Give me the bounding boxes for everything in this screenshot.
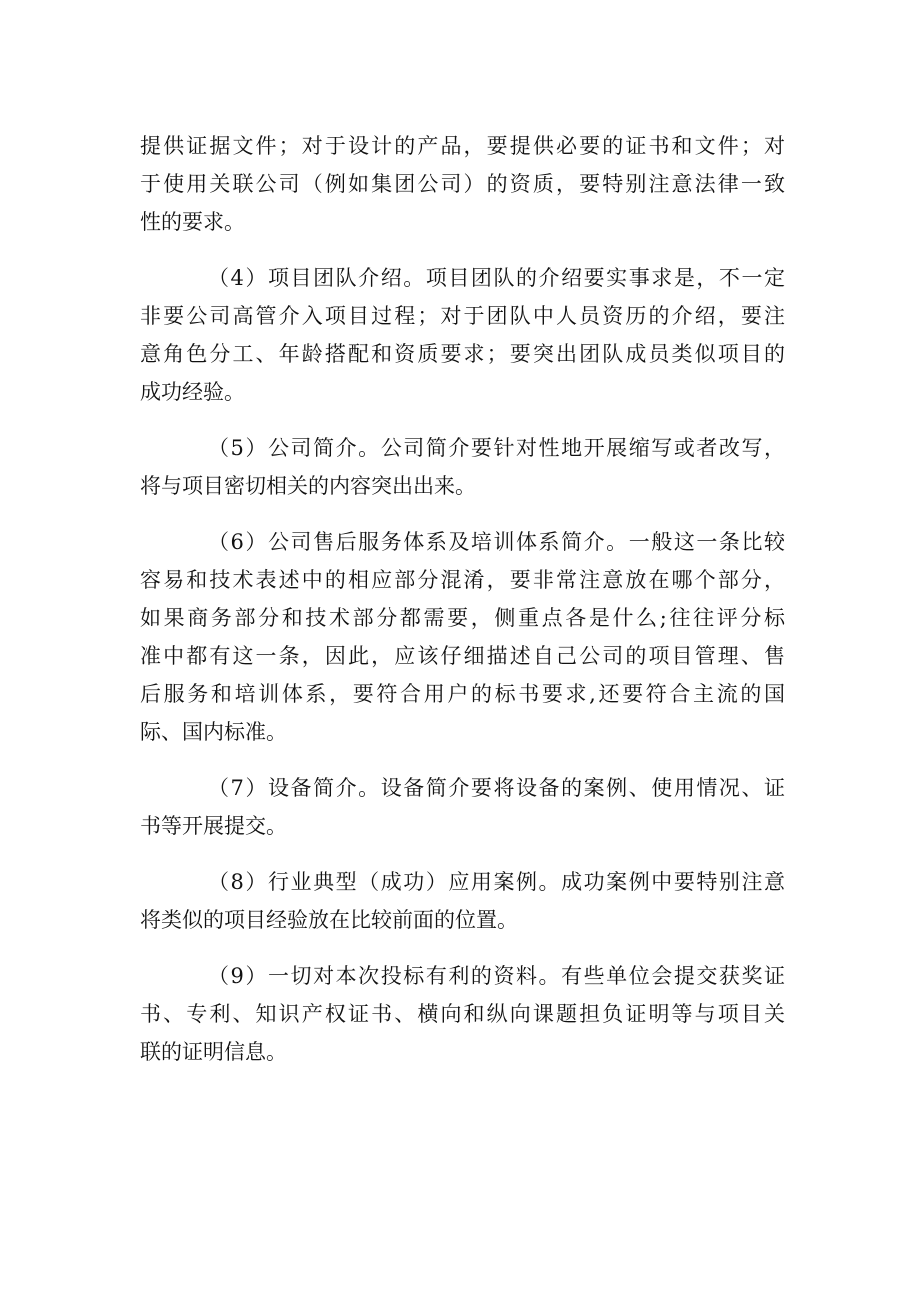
paragraph-qualification-continued bbox=[140, 127, 785, 241]
paragraph-after-sales-service bbox=[140, 523, 785, 751]
text-line: 提供证据文件；对于设计的产品，要提供必要的证书和文件；对 bbox=[140, 134, 785, 158]
paragraph-company-intro bbox=[140, 429, 785, 505]
paragraph-favorable-materials bbox=[140, 957, 785, 1071]
text-line: 联的证明信息。 bbox=[140, 1040, 287, 1064]
text-line: 际、国内标准。 bbox=[140, 720, 287, 744]
text-line: 意角色分工、年龄搭配和资质要求；要突出团队成员类似项目的 bbox=[140, 342, 785, 366]
text-line: （5）公司简介。公司简介要针对性地开展缩写或者改写， bbox=[208, 436, 785, 460]
text-line: 如果商务部分和技术部分都需要，侧重点各是什么;往往评分标 bbox=[140, 606, 785, 630]
text-line: 性的要求。 bbox=[140, 210, 245, 234]
text-line: （6）公司售后服务体系及培训体系简介。一般这一条比较 bbox=[208, 530, 785, 554]
text-line: （9）一切对本次投标有利的资料。有些单位会提交获奖证 bbox=[208, 964, 785, 988]
text-line: 将与项目密切相关的内容突出出来。 bbox=[140, 474, 476, 498]
text-line: 容易和技术表述中的相应部分混淆，要非常注意放在哪个部分， bbox=[140, 568, 785, 592]
document-page bbox=[140, 127, 785, 1089]
text-line: 书、专利、知识产权证书、横向和纵向课题担负证明等与项目关 bbox=[140, 1002, 785, 1026]
text-line: 于使用关联公司（例如集团公司）的资质，要特别注意法律一致 bbox=[140, 172, 785, 196]
text-line: 非要公司高管介入项目过程；对于团队中人员资历的介绍，要注 bbox=[140, 304, 785, 328]
text-line: （4）项目团队介绍。项目团队的介绍要实事求是，不一定 bbox=[208, 266, 785, 290]
text-line: 成功经验。 bbox=[140, 380, 245, 404]
paragraph-equipment-intro bbox=[140, 769, 785, 845]
text-line: 书等开展提交。 bbox=[140, 814, 287, 838]
text-line: 将类似的项目经验放在比较前面的位置。 bbox=[140, 908, 518, 932]
paragraph-industry-cases bbox=[140, 863, 785, 939]
text-line: （7）设备简介。设备简介要将设备的案例、使用情况、证 bbox=[208, 776, 785, 800]
paragraph-project-team bbox=[140, 259, 785, 411]
text-line: （8）行业典型（成功）应用案例。成功案例中要特别注意 bbox=[208, 870, 785, 894]
text-line: 准中都有这一条，因此，应该仔细描述自己公司的项目管理、售 bbox=[140, 644, 785, 668]
text-line: 后服务和培训体系，要符合用户的标书要求,还要符合主流的国 bbox=[140, 682, 785, 706]
